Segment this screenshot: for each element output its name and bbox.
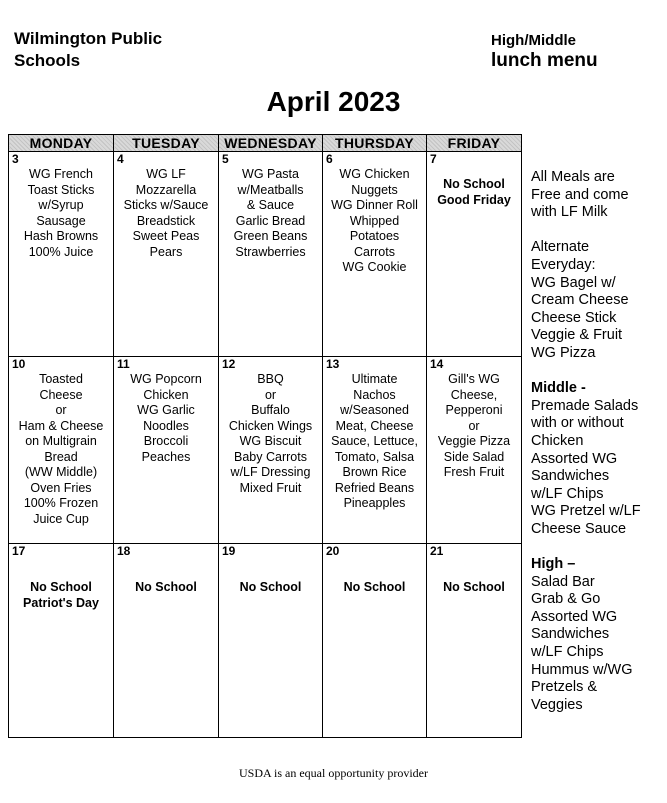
menu-item: Toast Sticks: [27, 182, 95, 197]
day-cell: [114, 152, 219, 357]
note-line: Salad Bar: [531, 573, 595, 590]
week-row: [9, 544, 522, 738]
day-number: 21: [430, 544, 444, 558]
menu-items: [114, 372, 218, 465]
note-line: WG Pretzel w/LF: [531, 503, 641, 520]
menu-items: [323, 559, 426, 596]
district-name: [14, 28, 162, 72]
menu-item: No School: [443, 580, 505, 594]
menu-item: w/Meatballs: [237, 182, 304, 197]
weekday-header: TUESDAY: [114, 135, 219, 152]
day-cell: [323, 544, 427, 738]
menu-items: [219, 559, 322, 596]
day-cell: [114, 357, 219, 544]
menu-notes: [531, 169, 641, 714]
day-number: 20: [326, 544, 340, 558]
day-cell: [219, 544, 323, 738]
note-line: Free and come: [531, 186, 629, 203]
menu-item: Brown Rice: [342, 465, 407, 479]
menu-item: WG Pasta: [242, 167, 299, 181]
menu-item: Mixed Fruit: [239, 480, 302, 495]
week-row: [9, 152, 522, 357]
menu-items: [114, 559, 218, 596]
menu-item: No School: [343, 580, 406, 594]
note-line: Pretzels &: [531, 679, 598, 696]
menu-item: Ham & Cheese: [18, 418, 104, 433]
menu-items: [323, 167, 426, 276]
note-line: Assorted WG: [531, 608, 618, 625]
day-number: 18: [117, 544, 131, 558]
district-line-1: Wilmington Public: [14, 29, 163, 48]
menu-item: Broccoli: [143, 434, 189, 448]
menu-item: WG Chicken: [339, 167, 410, 181]
menu-item: or: [468, 418, 480, 433]
menu-item: or: [55, 403, 67, 417]
menu-label-line-1: High/Middle: [491, 32, 576, 49]
menu-item: or: [264, 387, 277, 402]
day-number: 11: [117, 357, 130, 371]
day-cell: [427, 152, 522, 357]
day-cell: [219, 152, 323, 357]
menu-item: Juice Cup: [33, 511, 89, 526]
menu-item: Carrots: [354, 244, 395, 259]
menu-item: WG Popcorn: [130, 372, 202, 386]
menu-items: [114, 167, 218, 260]
menu-items: [427, 167, 521, 208]
menu-item: WG French: [29, 167, 93, 181]
menu-item: Peaches: [141, 449, 191, 464]
note-line: Veggie & Fruit: [531, 327, 623, 344]
day-cell: [219, 357, 323, 544]
menu-label-line-2: lunch menu: [491, 50, 598, 71]
section-heading: Middle -: [531, 380, 586, 397]
menu-item: Nuggets: [351, 182, 398, 197]
weekday-header: THURSDAY: [323, 135, 427, 152]
menu-item: Gill's WG: [448, 372, 500, 386]
menu-item: No School: [135, 580, 197, 594]
note-line: Veggies: [531, 696, 583, 713]
day-number: 17: [12, 544, 26, 558]
note-line: Assorted WG: [531, 450, 618, 467]
menu-item: & Sauce: [246, 198, 295, 212]
menu-item: (WW Middle): [24, 465, 98, 479]
spacer: [531, 222, 641, 240]
menu-item: Potatoes: [349, 229, 400, 243]
menu-items: [9, 372, 113, 527]
menu-item: No School: [30, 580, 92, 594]
menu-item: Cheese,: [450, 387, 498, 402]
menu-item: w/Seasoned: [340, 403, 409, 417]
note-line: Cheese Sauce: [531, 520, 627, 537]
menu-label: [491, 31, 598, 71]
menu-item: Pears: [149, 244, 183, 259]
menu-item: Sticks w/Sauce: [123, 198, 209, 212]
menu-item: Ultimate: [351, 372, 398, 386]
note-line: Premade Salads: [531, 397, 639, 414]
menu-item: Side Salad: [443, 449, 505, 464]
note-line: Grab & Go: [531, 591, 601, 608]
note-line: WG Pizza: [531, 344, 596, 361]
menu-item: Noodles: [143, 418, 189, 433]
day-number: 4: [117, 152, 124, 166]
menu-item: on Multigrain: [25, 434, 97, 448]
day-cell: [114, 544, 219, 738]
footer-note: USDA is an equal opportunity provider: [239, 766, 428, 780]
menu-item: Pineapples: [343, 496, 406, 510]
menu-item: Fresh Fruit: [443, 465, 505, 479]
note-line: Sandwiches: [531, 626, 610, 643]
menu-item: WG Garlic: [137, 403, 195, 417]
note-line: WG Bagel w/: [531, 274, 616, 291]
menu-calendar: [8, 134, 522, 738]
menu-item: Sauce, Lettuce,: [331, 434, 418, 448]
menu-items: [219, 372, 322, 496]
menu-items: [323, 372, 426, 512]
note-line: Everyday:: [531, 256, 596, 273]
weekday-header: FRIDAY: [427, 135, 522, 152]
menu-item: WG Dinner Roll: [331, 198, 418, 212]
note-line: All Meals are: [531, 169, 615, 185]
note-line: Sandwiches: [531, 468, 610, 485]
day-cell: [9, 152, 114, 357]
menu-item: Tomato, Salsa: [334, 449, 415, 464]
day-number: 6: [326, 152, 333, 166]
menu-item: Nachos: [353, 387, 396, 402]
menu-item: Hash Browns: [23, 229, 99, 243]
day-cell: [9, 544, 114, 738]
menu-item: w/Syrup: [38, 198, 84, 212]
menu-item: WG Cookie: [342, 260, 407, 274]
menu-items: [427, 559, 521, 596]
menu-item: No School: [239, 580, 302, 594]
menu-item: Sausage: [36, 213, 86, 228]
menu-items: [219, 167, 322, 260]
menu-item: BBQ: [257, 372, 284, 386]
note-line: w/LF Chips: [531, 644, 604, 661]
note-line: with LF Milk: [531, 204, 608, 221]
menu-item: 100% Juice: [28, 244, 94, 259]
day-number: 14: [430, 357, 444, 371]
menu-item: Patriot's Day: [23, 595, 99, 610]
spacer: [531, 363, 641, 381]
menu-item: Veggie Pizza: [437, 434, 511, 448]
day-number: 3: [12, 152, 19, 166]
day-cell: [323, 152, 427, 357]
menu-item: Green Beans: [233, 229, 308, 243]
note-line: with or without: [531, 415, 624, 432]
day-number: 7: [430, 152, 437, 166]
menu-item: Refried Beans: [334, 480, 415, 495]
spacer: [531, 538, 641, 556]
menu-item: Baby Carrots: [234, 449, 307, 464]
note-line: Cream Cheese: [531, 292, 629, 309]
section-heading: High –: [531, 556, 576, 573]
note-line: Hummus w/WG: [531, 661, 633, 678]
day-number: 13: [326, 357, 340, 371]
menu-item: w/LF Dressing: [230, 465, 311, 479]
menu-item: Cheese: [39, 387, 83, 402]
menu-item: No School: [443, 177, 505, 191]
day-cell: [427, 544, 522, 738]
menu-item: Toasted: [39, 372, 83, 386]
menu-items: [9, 167, 113, 260]
menu-item: Oven Fries: [30, 480, 92, 495]
menu-item: Chicken Wings: [228, 418, 313, 433]
day-cell: [323, 357, 427, 544]
day-cell: [427, 357, 522, 544]
menu-item: Meat, Cheese: [335, 418, 414, 433]
note-line: Cheese Stick: [531, 309, 617, 326]
weekday-header: MONDAY: [9, 135, 114, 152]
day-number: 19: [222, 544, 236, 558]
menu-item: Good Friday: [437, 192, 511, 207]
menu-items: [9, 559, 113, 611]
menu-item: Breadstick: [136, 213, 196, 228]
note-line: Alternate: [531, 239, 590, 256]
weekday-header-row: [9, 135, 522, 152]
menu-item: Sweet Peas: [132, 229, 200, 243]
menu-item: 100% Frozen: [23, 496, 99, 510]
day-number: 12: [222, 357, 236, 371]
menu-item: WG Biscuit: [239, 434, 302, 448]
menu-item: Pepperoni: [445, 403, 503, 417]
day-cell: [9, 357, 114, 544]
menu-item: Garlic Bread: [235, 213, 306, 228]
menu-item: WG LF: [146, 167, 186, 181]
note-line: Chicken: [531, 432, 584, 449]
menu-items: [427, 372, 521, 481]
menu-item: Whipped: [349, 213, 400, 228]
menu-item: Buffalo: [251, 403, 290, 417]
page-title: April 2023: [266, 86, 401, 117]
day-number: 10: [12, 357, 26, 371]
weekday-header: WEDNESDAY: [219, 135, 323, 152]
district-line-2: Schools: [14, 51, 81, 70]
menu-item: Bread: [44, 449, 78, 464]
menu-item: Mozzarella: [135, 182, 197, 197]
menu-item: Strawberries: [235, 244, 306, 259]
note-line: w/LF Chips: [531, 485, 604, 502]
week-row: [9, 357, 522, 544]
menu-item: Chicken: [143, 387, 189, 402]
day-number: 5: [222, 152, 229, 166]
